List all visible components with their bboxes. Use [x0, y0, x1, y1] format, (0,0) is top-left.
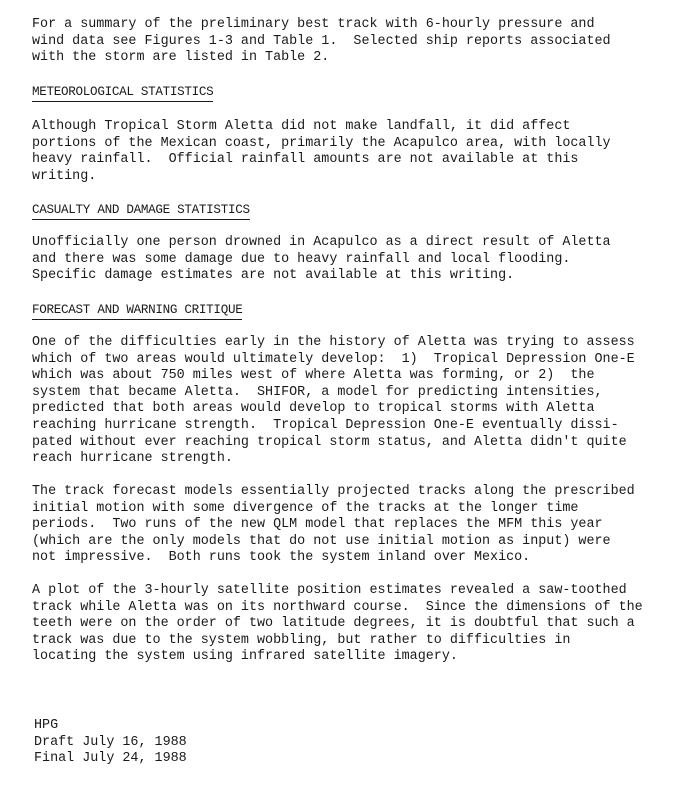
footer	[34, 718, 187, 768]
forecast-paragraph-3	[32, 583, 643, 666]
text-line: teeth were on the order of two latitude degrees, it is doubtful that such a	[32, 616, 635, 632]
text-line: reaching hurricane strength. Tropical Depression One-E eventually dissi-	[32, 417, 619, 433]
text-line: track while Aletta was on its northward course. Since the dimensions of the	[32, 599, 643, 615]
section-heading-casualty: CASUALTY AND DAMAGE STATISTICS	[32, 203, 250, 220]
casualty-paragraph	[32, 235, 611, 285]
text-line: One of the difficulties early in the history of Aletta was trying to assess	[32, 335, 635, 350]
author-initials: HPG	[34, 718, 59, 733]
meteorological-section	[32, 85, 213, 102]
forecast-section	[32, 303, 242, 320]
text-line: The track forecast models essentially projected tracks along the prescribed	[32, 484, 635, 499]
text-line: portions of the Mexican coast, primarily the Acapulco area, with locally	[32, 135, 611, 151]
summary-paragraph	[32, 17, 611, 67]
text-line: locating the system using infrared satellite imagery.	[32, 649, 458, 665]
text-line: predicted that both areas would develop to tropical storms with Aletta	[32, 401, 595, 417]
text-line: pated without ever reaching tropical storm status, and Aletta didn't quite	[32, 434, 627, 450]
text-line: Specific damage estimates are not available at this writing.	[32, 268, 515, 284]
section-heading-forecast: FORECAST AND WARNING CRITIQUE	[32, 303, 242, 320]
forecast-paragraph-1	[32, 335, 635, 468]
text-line: not impressive. Both runs took the system inland over Mexico.	[32, 550, 531, 566]
text-line: track was due to the system wobbling, but rather to difficulties in	[32, 632, 571, 648]
text-line: system that became Aletta. SHIFOR, a model for predicting intensities,	[32, 384, 603, 400]
text-line: Unofficially one person drowned in Acapulco as a direct result of Aletta	[32, 235, 611, 250]
text-line: A plot of the 3-hourly satellite position estimates revealed a saw-toothed	[32, 583, 627, 598]
text-line: heavy rainfall. Official rainfall amounts are not available at this	[32, 152, 579, 168]
text-line: Although Tropical Storm Aletta did not make landfall, it did affect	[32, 119, 571, 134]
forecast-paragraph-2	[32, 484, 635, 567]
casualty-section	[32, 203, 250, 220]
text-line: (which are the only models that do not use initial motion as input) were	[32, 533, 611, 549]
text-line: which was about 750 miles west of where Aletta was forming, or 2) the	[32, 368, 595, 384]
meteorological-paragraph	[32, 119, 611, 185]
text-line: writing.	[32, 168, 97, 184]
text-line: reach hurricane strength.	[32, 451, 233, 467]
text-line: with the storm are listed in Table 2.	[32, 50, 330, 66]
section-heading-meteorological: METEOROLOGICAL STATISTICS	[32, 85, 213, 102]
text-line: initial motion with some divergence of the tracks at the longer time	[32, 500, 579, 516]
text-line: which of two areas would ultimately develop: 1) Tropical Depression One-E	[32, 351, 635, 367]
text-line: For a summary of the preliminary best track with 6-hourly pressure and	[32, 17, 595, 32]
text-line: and there was some damage due to heavy rainfall and local flooding.	[32, 251, 571, 267]
draft-date: Draft July 16, 1988	[34, 734, 187, 750]
text-line: wind data see Figures 1-3 and Table 1. Selected ship reports associated	[32, 33, 611, 49]
final-date: Final July 24, 1988	[34, 751, 187, 767]
text-line: periods. Two runs of the new QLM model that replaces the MFM this year	[32, 517, 603, 533]
